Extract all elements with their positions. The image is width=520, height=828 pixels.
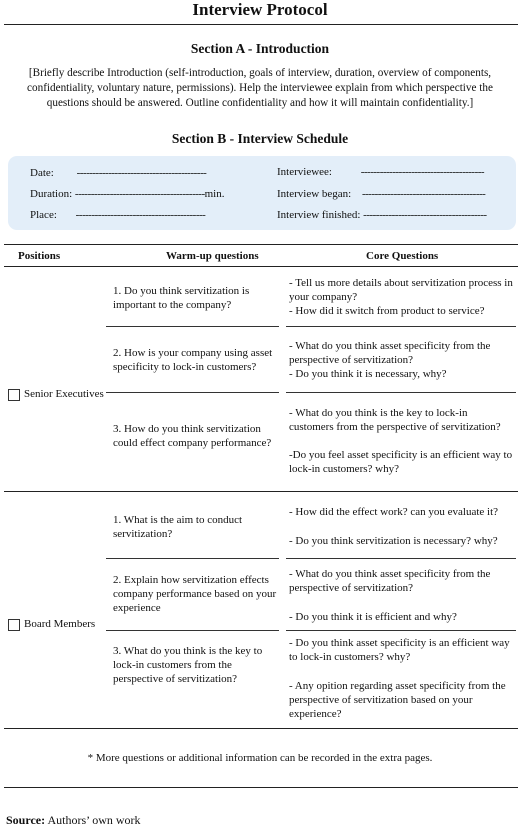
header-core: Core Questions <box>366 250 439 262</box>
position-senior-executives: Senior Executives <box>24 388 104 400</box>
interview-began-label: Interview began: <box>277 188 352 200</box>
core-question: -Do you feel asset specificity is an efficient way to lock-in customers? why? <box>289 449 513 475</box>
interview-began-blank: --------------------------------------- <box>361 188 486 200</box>
warmup-question: 1. Do you think servitization is important to the company? <box>113 285 250 311</box>
row-divider <box>286 392 516 393</box>
core-question: - Tell us more details about servitization process in your company? <box>289 277 513 303</box>
core-question: - Do you think asset specificity is an efficient way to lock-in customers? why? <box>289 637 510 663</box>
page-title: Interview Protocol <box>192 0 328 19</box>
row-divider <box>106 630 279 631</box>
row-divider <box>286 630 516 631</box>
section-a-title: Section A - Introduction <box>190 41 330 56</box>
place-label: Place: <box>30 209 57 221</box>
source-label: Source: <box>6 813 46 827</box>
interview-finished-blank: --------------------------------------- <box>363 209 487 221</box>
warmup-question: 1. What is the aim to conduct servitization? <box>113 514 243 540</box>
footer-rule <box>4 787 518 788</box>
date-field[interactable] <box>30 166 206 180</box>
board-members-checkbox[interactable] <box>8 619 20 631</box>
date-blank: ----------------------------------------- <box>76 167 207 179</box>
header-warmup: Warm-up questions <box>166 250 259 262</box>
table-bottom-rule <box>4 728 518 729</box>
row-divider <box>286 558 516 559</box>
core-question: - What do you think is the key to lock-in customers from the perspective of servitization? <box>289 407 501 433</box>
group-divider <box>4 491 518 492</box>
title-divider <box>4 24 518 25</box>
row-divider <box>106 392 279 393</box>
core-question: - How did the effect work? can you evaluate it? <box>289 506 499 518</box>
place-field[interactable] <box>30 208 205 222</box>
duration-unit: min. <box>204 188 225 200</box>
row-divider <box>106 558 279 559</box>
table-header-rule <box>4 266 518 267</box>
source-text: Authors’ own work <box>47 813 141 827</box>
core-question: - What do you think asset specificity from the perspective of servitization? <box>289 568 491 594</box>
duration-blank: ----------------------------------------- <box>74 188 205 200</box>
senior-executives-checkbox[interactable] <box>8 389 20 401</box>
header-positions: Positions <box>18 250 61 262</box>
position-board-members: Board Members <box>24 618 96 630</box>
interview-began-field[interactable] <box>277 187 485 201</box>
core-question: - Do you think it is efficient and why? <box>289 611 457 623</box>
date-label: Date: <box>30 167 54 179</box>
core-question: - How did it switch from product to service? <box>289 305 485 317</box>
warmup-question: 2. How is your company using asset specificity to lock-in customers? <box>113 347 273 373</box>
duration-field[interactable] <box>30 187 224 201</box>
section-b-title: Section B - Interview Schedule <box>171 131 349 146</box>
warmup-question: 2. Explain how servitization effects company performance based on your experience <box>113 574 277 614</box>
warmup-question: 3. How do you think servitization could effect company performance? <box>113 423 272 449</box>
interview-finished-field[interactable] <box>277 208 487 222</box>
footnote: * More questions or additional information can be recorded in the extra pages. <box>87 752 433 764</box>
core-question: - Do you think it is necessary, why? <box>289 368 447 380</box>
interviewee-label: Interviewee: <box>277 166 332 178</box>
core-question: - What do you think asset specificity from the perspective of servitization? <box>289 340 491 366</box>
source-line <box>6 813 141 828</box>
row-divider <box>286 326 516 327</box>
warmup-question: 3. What do you think is the key to lock-in customers from the perspective of servitization? <box>113 645 263 685</box>
duration-label: Duration: <box>30 188 73 200</box>
interviewee-blank: --------------------------------------- <box>360 166 485 178</box>
place-blank: ----------------------------------------- <box>75 209 206 221</box>
core-question: - Do you think servitization is necessary? why? <box>289 535 498 547</box>
interviewee-field[interactable] <box>277 165 484 179</box>
row-divider <box>106 326 279 327</box>
section-a-text: [Briefly describe Introduction (self-introduction, goals of interview, duration, overview of components, confidentiality, voluntary nature, permissions). Help the interviewee explain from which perspective the questions should be answered. Outline confidentiality and how it will maintain confidentiality.] <box>27 67 493 109</box>
table-top-rule <box>4 244 518 245</box>
core-question: - Any opition regarding asset specificity from the perspective of servitization based on your experience? <box>289 680 506 720</box>
interview-finished-label: Interview finished: <box>277 209 361 221</box>
